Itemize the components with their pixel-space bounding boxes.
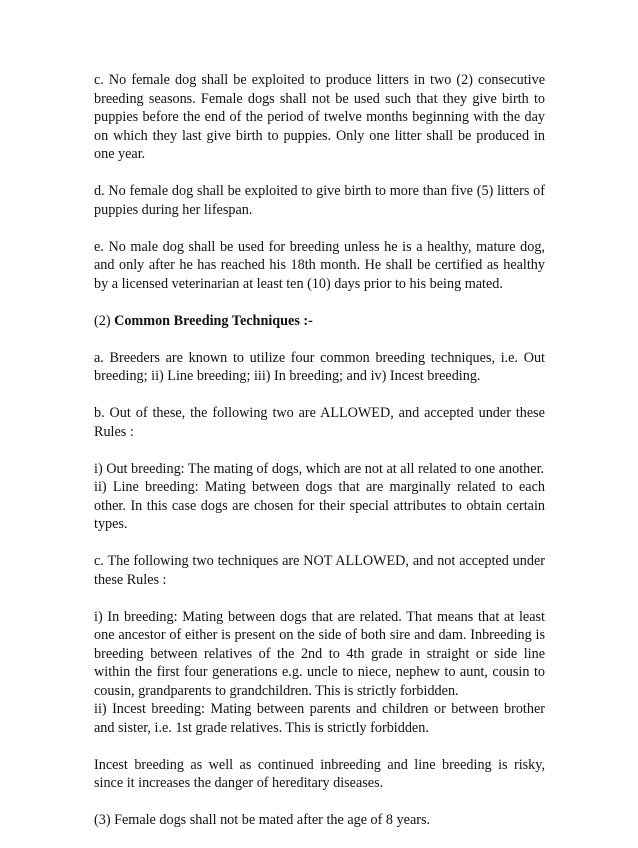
- paragraph-b-allowed: b. Out of these, the following two are ALLOWED, and accepted under these Rules :: [94, 405, 545, 440]
- list-item-out-breeding: i) Out breeding: The mating of dogs, which are not at all related to one another.: [94, 460, 545, 477]
- list-item-in-breeding: i) In breeding: Mating between dogs that are related. That means that at least one ancestor of either is present on the side of both sire and dam. Inbreeding is breeding between relatives of the 2nd to 4th grade in straight or side line within the first four generations e.g. uncle to niece, nephew to aunt, cousin to cousin, grandparents to grandchildren. This is strictly forbidden.: [94, 608, 545, 699]
- paragraph-3-female-age: (3) Female dogs shall not be mated after the age of 8 years.: [94, 812, 431, 828]
- document-body: [94, 71, 545, 848]
- paragraph-a-techniques: a. Breeders are known to utilize four common breeding techniques, i.e. Out breeding; ii) Line breeding; iii) In breeding; and iv) Incest breeding.: [94, 349, 545, 384]
- paragraph-risk: Incest breeding as well as continued inbreeding and line breeding is risky, since it increases the danger of hereditary diseases.: [94, 756, 545, 791]
- paragraph-d-female-lifespan: d. No female dog shall be exploited to give birth to more than five (5) litters of puppies during her lifespan.: [94, 183, 545, 218]
- list-item-incest-breeding: ii) Incest breeding: Mating between parents and children or between brother and sister, i.e. 1st grade relatives. This is strictly forbidden.: [94, 701, 545, 736]
- paragraph-c-female-litters: c. No female dog shall be exploited to produce litters in two (2) consecutive breeding seasons. Female dogs shall not be used such that they give birth to puppies before the end of the period of twelve months beginning with the day on which they last give birth to puppies. Only one litter shall be produced in one year.: [94, 72, 545, 162]
- section-2-number: (2): [94, 312, 115, 329]
- list-item-line-breeding: ii) Line breeding: Mating between dogs that are marginally related to each other. In this case dogs are chosen for their special attributes to obtain certain types.: [94, 479, 545, 532]
- section-2-title: Common Breeding Techniques :-: [114, 312, 313, 329]
- paragraph-e-male-breeding: e. No male dog shall be used for breeding unless he is a healthy, mature dog, and only after he has reached his 18th month. He shall be certified as healthy by a licensed veterinarian at least ten (10) days prior to his being mated.: [94, 238, 545, 292]
- paragraph-c-not-allowed: c. The following two techniques are NOT ALLOWED, and not accepted under these Rules :: [94, 553, 545, 588]
- section-2-heading: [94, 312, 545, 331]
